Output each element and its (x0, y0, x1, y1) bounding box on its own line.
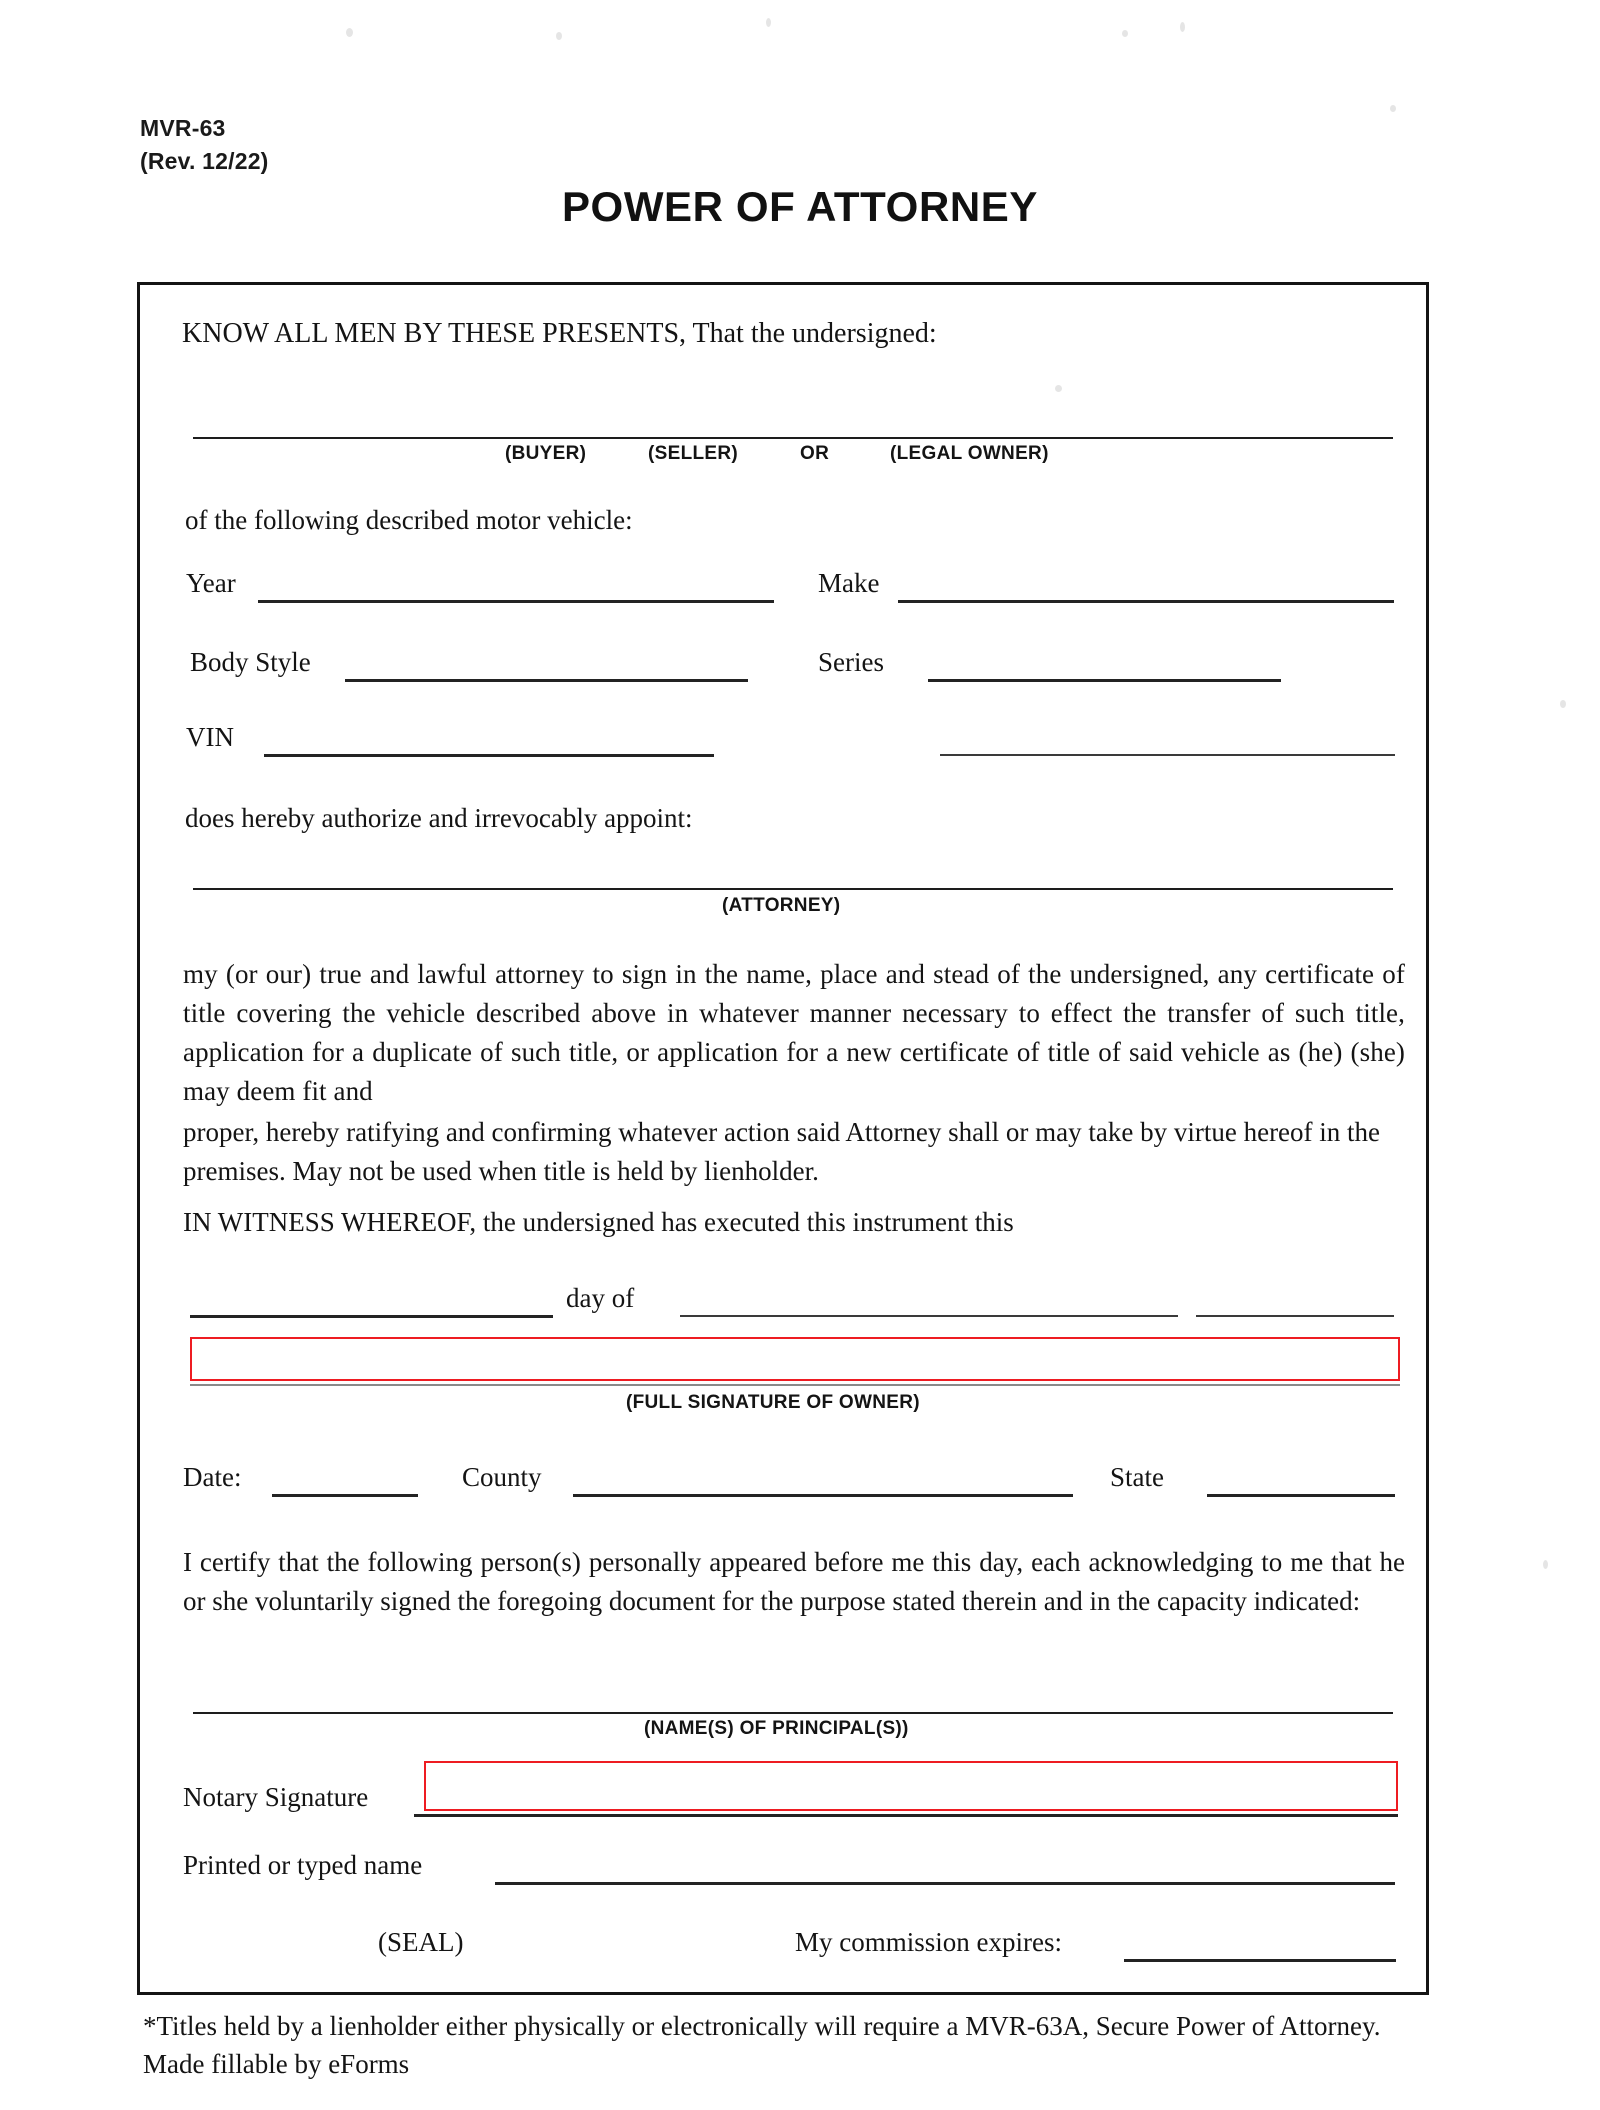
make-input-line[interactable] (898, 600, 1394, 603)
scan-artifact (1390, 105, 1396, 112)
party-name-line (193, 437, 1393, 439)
printed-name-label: Printed or typed name (183, 1850, 423, 1880)
notary-certification-paragraph: I certify that the following person(s) personally appeared before me this day, each acknowledging to me that he or she voluntarily signed the foregoing document for the purpose stated therein and in the capacity indicated: (183, 1547, 1405, 1616)
page-title: POWER OF ATTORNEY (561, 183, 1039, 230)
authorization-paragraph: my (or our) true and lawful attorney to sign in the name, place and stead of the undersigned, any certificate of title covering the vehicle described above in whatever manner necessary to effect the transfer of such title, application for a duplicate of such title, or application for a new certificate of title of said vehicle as (he) (she) may deem fit and (183, 959, 1405, 1106)
state-input-line[interactable] (1207, 1494, 1395, 1497)
month-input-line[interactable] (680, 1315, 1178, 1317)
year-suffix-input-line[interactable] (1196, 1315, 1394, 1317)
scan-artifact (346, 28, 353, 37)
appoint-intro: does hereby authorize and irrevocably appoint: (185, 803, 693, 833)
form-revision: (Rev. 12/22) (140, 147, 269, 174)
state-label: State (1110, 1462, 1164, 1492)
legal-owner-label: (LEGAL OWNER) (890, 443, 1049, 464)
body-style-input-line[interactable] (345, 679, 748, 682)
county-input-line[interactable] (573, 1494, 1073, 1497)
commission-expires-label: My commission expires: (795, 1927, 1062, 1957)
county-label: County (462, 1462, 542, 1492)
scan-artifact (766, 18, 771, 27)
opening-statement: KNOW ALL MEN BY THESE PRESENTS, That the undersigned: (182, 318, 937, 349)
series-input-line[interactable] (928, 679, 1281, 682)
owner-signature-field[interactable] (190, 1337, 1400, 1381)
form-number: MVR-63 (140, 115, 226, 141)
scan-artifact (1180, 22, 1185, 32)
owner-signature-label: (FULL SIGNATURE OF OWNER) (626, 1392, 920, 1413)
date-input-line[interactable] (272, 1494, 418, 1497)
authorization-paragraph-2: proper, hereby ratifying and confirming whatever action said Attorney shall or may take by virtue hereof in the premises. May not be used when title is held by lienholder. (183, 1117, 1381, 1186)
scan-artifact (1560, 700, 1566, 708)
year-label: Year (186, 568, 236, 598)
vin-label: VIN (186, 722, 234, 752)
seller-label: (SELLER) (648, 443, 739, 464)
day-of-label: day of (566, 1283, 635, 1313)
day-input-line[interactable] (190, 1315, 553, 1318)
commission-expires-input-line[interactable] (1124, 1959, 1396, 1962)
vin-secondary-line[interactable] (940, 754, 1395, 756)
scan-artifact (1543, 1560, 1548, 1569)
date-label: Date: (183, 1462, 242, 1492)
series-label: Series (818, 647, 884, 677)
notary-signature-field[interactable] (424, 1761, 1398, 1811)
scan-artifact (556, 32, 562, 40)
printed-name-input-line[interactable] (495, 1882, 1395, 1885)
buyer-label: (BUYER) (505, 443, 587, 464)
scan-artifact (1122, 30, 1128, 37)
vin-input-line[interactable] (264, 754, 714, 757)
principals-label: (NAME(S) OF PRINCIPAL(S)) (644, 1718, 909, 1739)
witness-statement: IN WITNESS WHEREOF, the undersigned has executed this instrument this (183, 1207, 1014, 1237)
attorney-label: (ATTORNEY) (722, 895, 841, 916)
or-label: OR (800, 443, 830, 464)
footer-note: *Titles held by a lienholder either physically or electronically will require a MVR-63A, Secure Power of Attorney. Made fillable by eForms (143, 2011, 1381, 2079)
year-input-line[interactable] (258, 600, 774, 603)
notary-signature-label: Notary Signature (183, 1782, 369, 1812)
attorney-name-line[interactable] (193, 888, 1393, 890)
vehicle-intro: of the following described motor vehicle: (185, 505, 633, 535)
form-number-block (140, 112, 269, 177)
seal-label: (SEAL) (378, 1927, 464, 1957)
principals-name-line[interactable] (193, 1712, 1393, 1714)
body-style-label: Body Style (190, 647, 311, 677)
owner-signature-underline (190, 1384, 1400, 1386)
make-label: Make (818, 568, 880, 598)
notary-signature-underline (414, 1814, 1398, 1817)
